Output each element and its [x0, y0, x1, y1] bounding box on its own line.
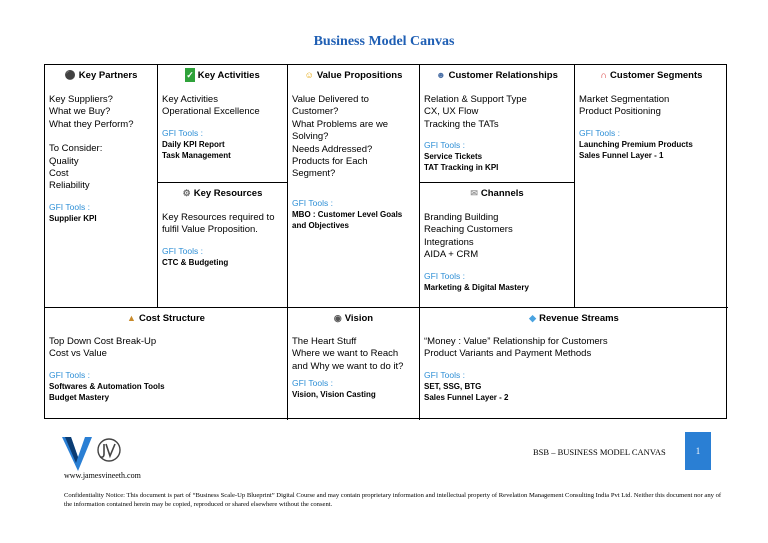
gfi-tools-label: GFI Tools : — [424, 140, 465, 151]
tool-item: Supplier KPI — [49, 213, 97, 223]
cell-line: Top Down Cost Break-Up — [49, 336, 157, 347]
cell-line: Integrations — [424, 236, 474, 248]
gfi-tools-label: GFI Tools : — [292, 378, 333, 389]
cell-heading: Key Resources — [193, 188, 263, 199]
cell-line: Solving? — [292, 131, 329, 143]
people-icon: ☻ — [436, 70, 446, 80]
envelope-icon: ✉ — [470, 188, 478, 198]
cell-line: Where we want to Reach — [292, 348, 399, 360]
key-partners-cell — [45, 65, 158, 308]
checkmark-icon: ✓ — [186, 70, 194, 80]
tool-item: MBO : Customer Level Goals — [292, 209, 403, 219]
cell-line: Market Segmentation — [579, 94, 670, 105]
magnet-icon: ∩ — [600, 70, 608, 80]
gfi-tools-label: GFI Tools : — [162, 127, 203, 138]
cell-heading: Customer Segments — [610, 70, 703, 81]
cell-line: Needs Addressed? — [292, 143, 373, 155]
cell-line: Reliability — [49, 180, 90, 192]
cell-line: Relation & Support Type — [424, 94, 527, 105]
cell-heading: Key Partners — [78, 70, 138, 81]
tool-item: SET, SSG, BTG — [424, 381, 482, 391]
customer-segments-cell — [575, 65, 728, 308]
cell-line: Cost vs Value — [49, 348, 107, 360]
money-bag-icon: ▲ — [127, 313, 136, 323]
cell-line: Key Activities — [162, 94, 218, 105]
cell-line: Key Suppliers? — [49, 94, 113, 105]
tool-item: TAT Tracking in KPI — [424, 163, 499, 173]
customer-relationships-cell — [420, 65, 575, 183]
cell-heading: Cost Structure — [138, 313, 205, 324]
footer-document-label: BSB – BUSINESS MODEL CANVAS — [533, 447, 666, 457]
key-resources-cell — [158, 183, 288, 308]
cell-line: Tracking the TATs — [424, 118, 499, 130]
cell-line: To Consider: — [49, 143, 103, 155]
tool-item: and Objectives — [292, 220, 349, 230]
cell-line: What we Buy? — [49, 106, 111, 118]
tool-item: Daily KPI Report — [162, 139, 225, 149]
key-activities-cell — [158, 65, 288, 183]
cell-line: Product Positioning — [579, 106, 661, 118]
cost-structure-cell — [45, 308, 288, 420]
cell-line: Operational Excellence — [162, 106, 260, 118]
revenue-streams-cell — [420, 308, 728, 420]
cell-line: What they Perform? — [49, 118, 134, 130]
cell-line: What Problems are we — [292, 118, 389, 130]
tool-item: Launching Premium Products — [579, 139, 693, 149]
confidentiality-notice: Confidentiality Notice: This document is part of “Business Scale-Up Blueprint” Digital Course and may contain proprietary information and intellectual property of Revelation Management Consulting India Pvt Ltd. Neither this document nor any of the information contained herein may be copied, reproduced or shared elsewhere without the consent. — [64, 492, 722, 508]
cell-line: The Heart Stuff — [292, 336, 357, 347]
cell-line: Reaching Customers — [424, 224, 513, 236]
cell-heading: Vision — [344, 313, 374, 324]
cell-line: fulfil Value Proposition. — [162, 224, 258, 236]
gear-icon: ⚙ — [182, 188, 191, 198]
gfi-tools-label: GFI Tools : — [49, 201, 90, 212]
footer-url[interactable]: www.jamesvineeth.com — [64, 471, 141, 480]
cell-line: Key Resources required to — [162, 212, 275, 223]
cell-line: Products for Each — [292, 156, 368, 168]
cell-line: Quality — [49, 155, 79, 167]
page-number-badge: 1 — [685, 432, 711, 470]
cell-line: Segment? — [292, 168, 336, 180]
gfi-tools-label: GFI Tools : — [292, 197, 333, 208]
channels-cell — [420, 183, 575, 308]
vision-cell — [288, 308, 420, 420]
cell-line: Customer? — [292, 106, 339, 118]
cell-line: AIDA + CRM — [424, 249, 479, 261]
gfi-tools-label: GFI Tools : — [49, 369, 90, 380]
cell-line: Cost — [49, 168, 69, 180]
diamond-icon: ◆ — [529, 313, 537, 323]
cell-heading: Customer Relationships — [448, 70, 558, 81]
value-propositions-cell — [288, 65, 420, 308]
cell-line: Product Variants and Payment Methods — [424, 348, 592, 360]
jv-logo — [62, 437, 132, 471]
tool-item: Vision, Vision Casting — [292, 390, 376, 400]
eye-icon: ◉ — [333, 313, 342, 323]
tool-item: Softwares & Automation Tools — [49, 381, 165, 391]
tool-item: Service Tickets — [424, 152, 483, 162]
cell-heading: Revenue Streams — [539, 313, 619, 324]
tool-item: Sales Funnel Layer - 1 — [579, 150, 664, 160]
business-model-canvas — [44, 64, 727, 419]
cell-heading: Key Activities — [197, 70, 260, 81]
tool-item: Marketing & Digital Mastery — [424, 282, 529, 292]
cell-line: “Money : Value” Relationship for Customers — [424, 336, 608, 347]
tool-item: Task Management — [162, 150, 231, 160]
tool-item: Budget Mastery — [49, 392, 110, 402]
gfi-tools-label: GFI Tools : — [162, 245, 203, 256]
cell-line: Value Delivered to — [292, 94, 369, 105]
tool-item: Sales Funnel Layer - 2 — [424, 392, 509, 402]
smiley-icon: ☺ — [304, 70, 314, 80]
cell-heading: Channels — [480, 188, 524, 199]
gfi-tools-label: GFI Tools : — [424, 270, 465, 281]
tool-item: CTC & Budgeting — [162, 257, 229, 267]
handshake-icon: ⚫ — [64, 70, 76, 80]
gfi-tools-label: GFI Tools : — [424, 369, 465, 380]
cell-line: and Why we want to do it? — [292, 360, 404, 372]
cell-line: Branding Building — [424, 212, 499, 223]
page-title: Business Model Canvas — [313, 34, 455, 49]
cell-line: CX, UX Flow — [424, 106, 479, 118]
cell-heading: Value Propositions — [316, 70, 403, 81]
gfi-tools-label: GFI Tools : — [579, 127, 620, 138]
